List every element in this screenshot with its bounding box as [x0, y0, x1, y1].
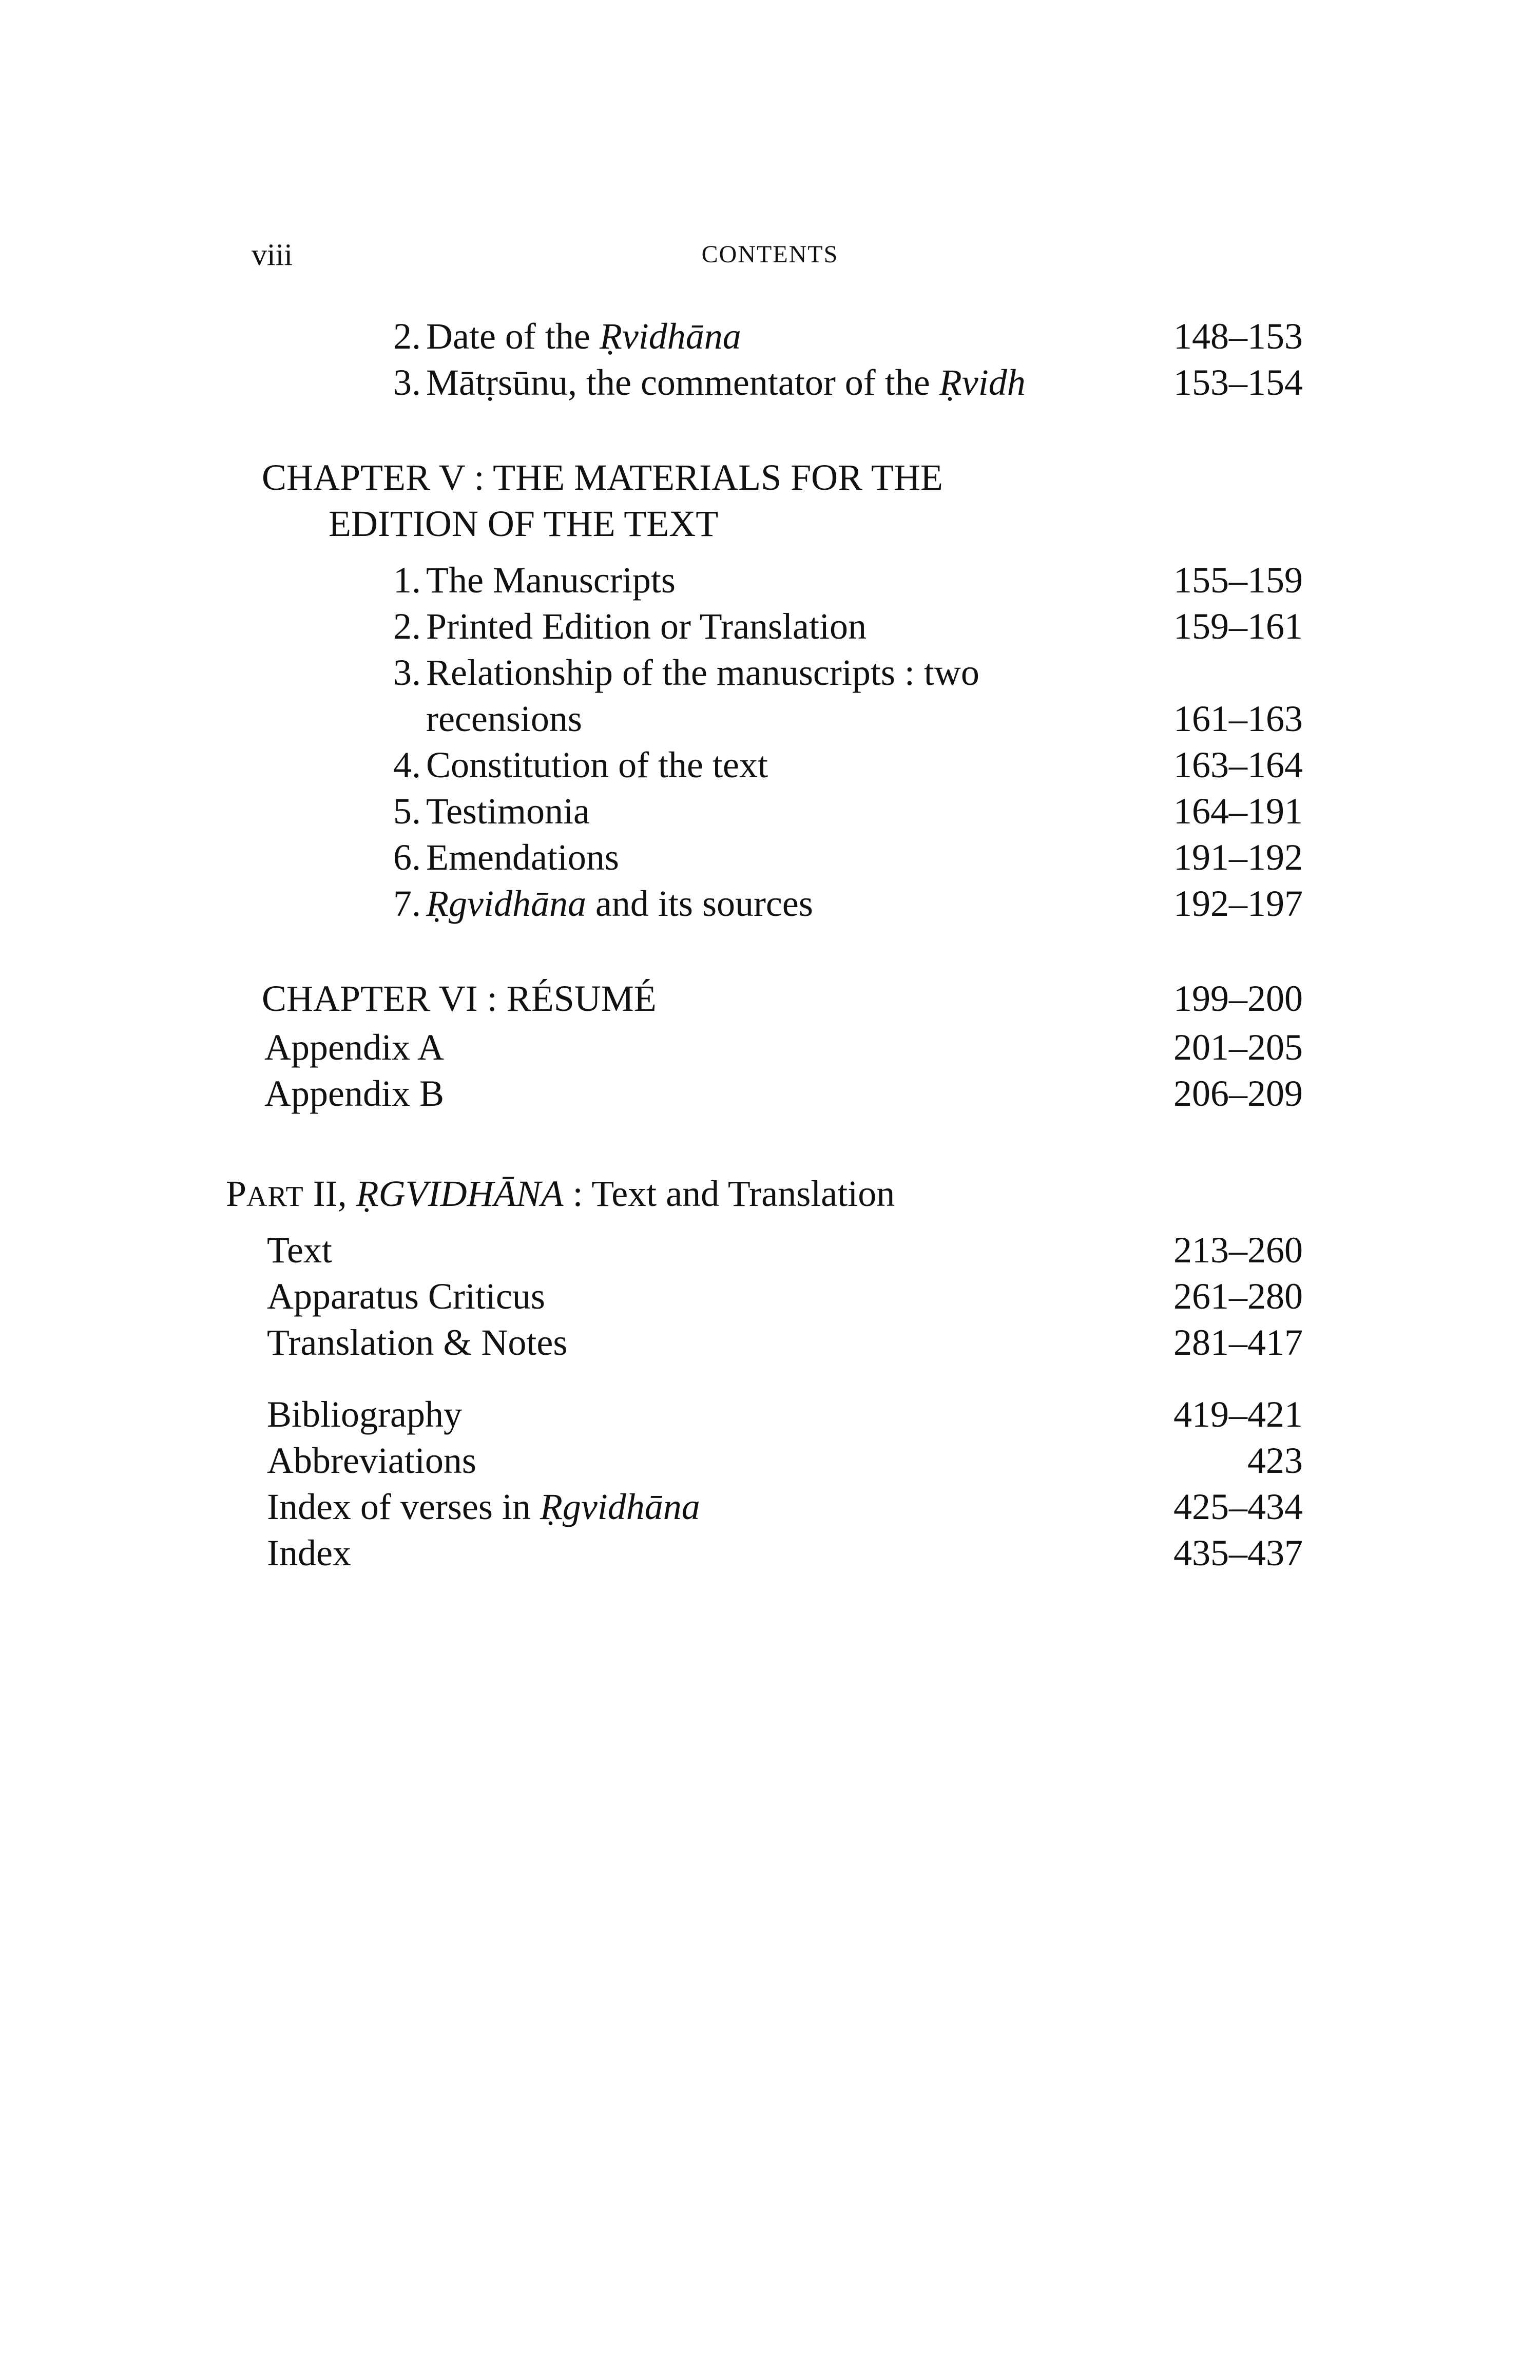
toc-entry-relationship-cont — [0, 696, 1540, 742]
entry-pages: 191–192 — [1173, 837, 1303, 878]
entry-pages: 213–260 — [1173, 1230, 1303, 1271]
entry-title: Translation & Notes — [267, 1322, 568, 1363]
page-number: viii — [252, 238, 293, 272]
entry-number: 5. — [393, 791, 421, 832]
entry-pages: 159–161 — [1173, 606, 1303, 647]
entry-title: Date of the Ṛvidhāna — [426, 316, 741, 357]
toc-entry-abbreviations — [0, 1437, 1540, 1484]
toc-entry-manuscripts — [0, 557, 1540, 603]
toc-entry-appendix-a — [0, 1024, 1540, 1070]
entry-pages: 206–209 — [1173, 1073, 1303, 1114]
toc-entry-date — [0, 313, 1540, 359]
chapter-title: CHAPTER VI : RÉSUMÉ — [262, 978, 657, 1019]
entry-number: 2. — [393, 606, 421, 647]
toc-entry-testimonia — [0, 788, 1540, 834]
entry-title: recensions — [426, 698, 582, 739]
toc-entry-sources — [0, 880, 1540, 927]
entry-number: 2. — [393, 316, 421, 357]
entry-title: Appendix B — [264, 1073, 444, 1114]
entry-pages: 201–205 — [1173, 1027, 1303, 1068]
toc-entry-text — [0, 1227, 1540, 1273]
entry-pages: 261–280 — [1173, 1276, 1303, 1317]
part-title: PART II, ṚGVIDHĀNA : Text and Translation — [226, 1173, 895, 1214]
toc-entry-constitution — [0, 742, 1540, 788]
toc-entry-bibliography — [0, 1391, 1540, 1437]
chapter-title: CHAPTER V : THE MATERIALS FOR THE — [262, 457, 943, 498]
entry-pages: 192–197 — [1173, 883, 1303, 924]
entry-title: Appendix A — [264, 1027, 444, 1068]
entry-title: Text — [267, 1230, 332, 1271]
entry-title: Bibliography — [267, 1394, 462, 1435]
entry-pages: 153–154 — [1173, 362, 1303, 403]
entry-number: 3. — [393, 362, 421, 403]
toc-entry-matrsunu — [0, 359, 1540, 406]
running-title: CONTENTS — [701, 241, 839, 268]
entry-title: Abbreviations — [267, 1440, 476, 1481]
toc-entry-index — [0, 1530, 1540, 1576]
toc-entry-apparatus — [0, 1273, 1540, 1319]
running-head — [0, 237, 1540, 278]
part-heading-ii — [0, 1170, 1540, 1217]
entry-pages: 435–437 — [1173, 1532, 1303, 1573]
entry-pages: 199–200 — [1173, 978, 1303, 1019]
chapter-heading-v-cont — [0, 501, 1540, 547]
entry-pages: 419–421 — [1173, 1394, 1303, 1435]
entry-pages: 423 — [1247, 1440, 1303, 1481]
entry-number: 3. — [393, 652, 421, 693]
entry-number: 6. — [393, 837, 421, 878]
entry-pages: 281–417 — [1173, 1322, 1303, 1363]
entry-pages: 164–191 — [1173, 791, 1303, 832]
toc-entry-emendations — [0, 834, 1540, 880]
toc-entry-printed — [0, 603, 1540, 649]
entry-title: Apparatus Criticus — [267, 1276, 545, 1317]
entry-title: Mātṛsūnu, the commentator of the Ṛvidh — [426, 362, 1026, 403]
entry-title: Relationship of the manuscripts : two — [426, 652, 979, 693]
entry-pages: 425–434 — [1173, 1486, 1303, 1527]
entry-title: Emendations — [426, 837, 619, 878]
toc-entry-relationship — [0, 649, 1540, 696]
chapter-heading-v — [0, 454, 1540, 501]
toc-entry-translation — [0, 1319, 1540, 1366]
chapter-heading-vi — [0, 975, 1540, 1022]
entry-title: The Manuscripts — [426, 560, 676, 601]
entry-title: Testimonia — [426, 791, 590, 832]
chapter-title: EDITION OF THE TEXT — [329, 503, 719, 544]
entry-title: Index of verses in Ṛgvidhāna — [267, 1486, 700, 1527]
entry-pages: 148–153 — [1173, 316, 1303, 357]
entry-number: 4. — [393, 744, 421, 785]
toc-entry-appendix-b — [0, 1070, 1540, 1117]
entry-pages: 161–163 — [1173, 698, 1303, 739]
entry-title: Printed Edition or Translation — [426, 606, 867, 647]
entry-pages: 155–159 — [1173, 560, 1303, 601]
toc-entry-verse-index — [0, 1484, 1540, 1530]
entry-title: Ṛgvidhāna and its sources — [426, 883, 813, 924]
entry-title: Constitution of the text — [426, 744, 768, 785]
entry-title: Index — [267, 1532, 351, 1573]
entry-number: 7. — [393, 883, 421, 924]
entry-pages: 163–164 — [1173, 744, 1303, 785]
entry-number: 1. — [393, 560, 421, 601]
